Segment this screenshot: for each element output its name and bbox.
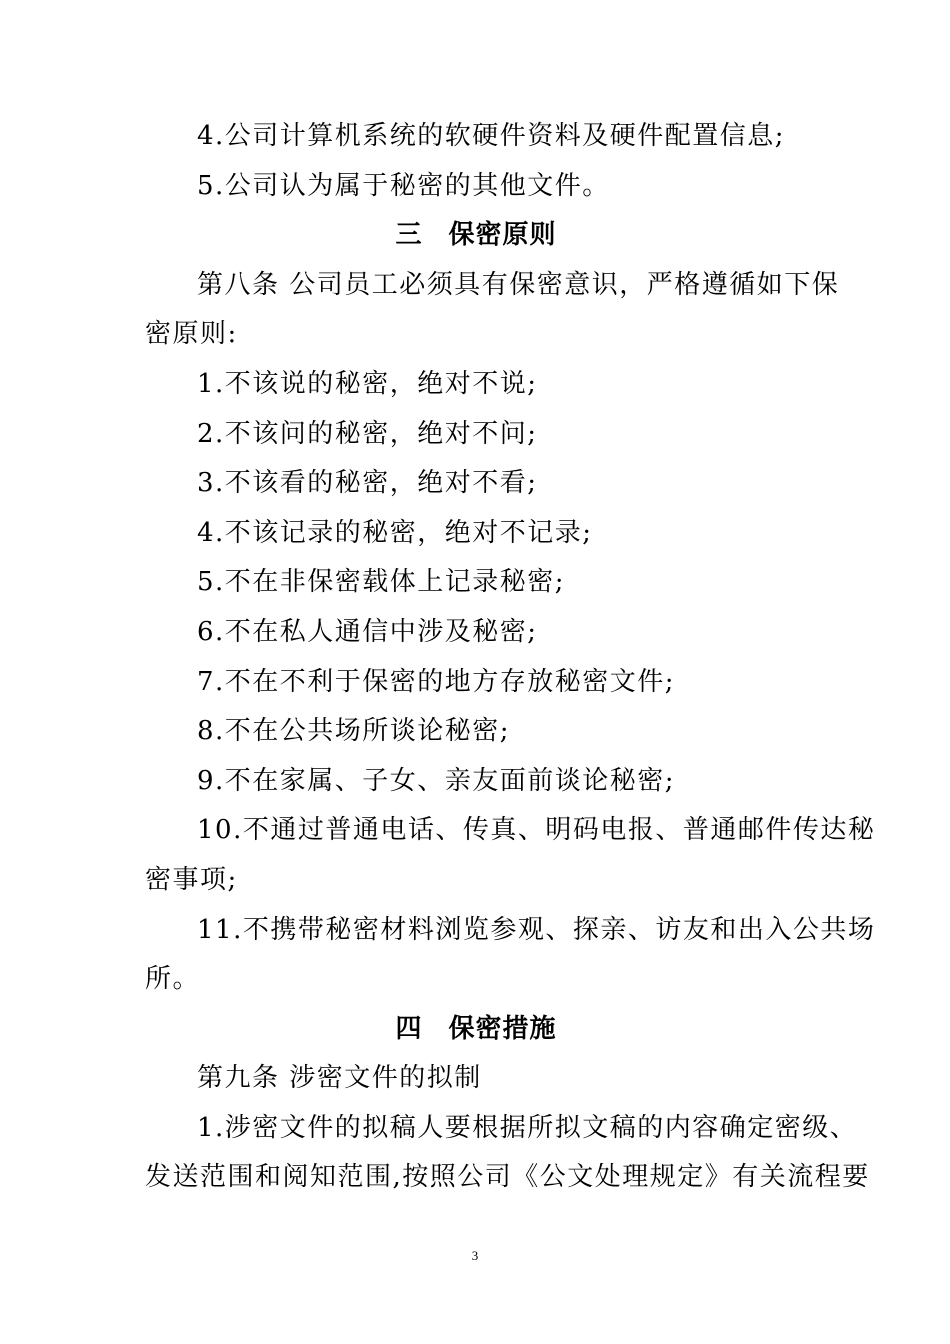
list-item: 1.涉密文件的拟稿人要根据所拟文稿的内容确定密级、 [197,1112,858,1143]
list-item: 10.不通过普通电话、传真、明码电报、普通邮件传达秘 [197,815,876,846]
list-item: 1.不该说的秘密，绝对不说; [197,368,538,399]
section-number: 三 [395,220,423,251]
section-title: 保密措施 [448,1013,557,1044]
page-number: 3 [471,1248,479,1263]
list-item: 11.不携带秘密材料浏览参观、探亲、访友和出入公共场 [197,914,876,945]
list-item: 2.不该问的秘密，绝对不问; [197,418,538,449]
list-item: 6.不在私人通信中涉及秘密; [197,616,538,647]
article-paragraph: 第九条 涉密文件的拟制 [197,1063,482,1094]
list-item: 3.不该看的秘密，绝对不看; [197,468,538,499]
section-number: 四 [395,1013,423,1044]
section-heading-3 [145,211,807,261]
list-item: 8.不在公共场所谈论秘密; [197,716,511,747]
list-item-continuation: 密事项; [145,864,238,895]
list-item: 5.不在非保密载体上记录秘密; [197,567,566,598]
list-item-continuation: 所。 [145,964,201,995]
article-paragraph: 第八条 公司员工必须具有保密意识，严格遵循如下保 [197,269,840,300]
list-item: 4.公司计算机系统的软硬件资料及硬件配置信息; [197,121,786,151]
list-item: 5.公司认为属于秘密的其他文件。 [197,170,610,201]
list-item: 9.不在家属、子女、亲友面前谈论秘密; [197,765,676,796]
section-title: 保密原则 [448,220,557,251]
list-item-continuation: 发送范围和阅知范围,按照公司《公文处理规定》有关流程要 [145,1162,870,1193]
list-item: 4.不该记录的秘密，绝对不记录; [197,517,593,548]
section-heading-4 [145,1005,807,1055]
document-body [145,112,876,1203]
article-paragraph-continuation: 密原则: [145,319,238,350]
list-item: 7.不在不利于保密的地方存放秘密文件; [197,666,676,697]
